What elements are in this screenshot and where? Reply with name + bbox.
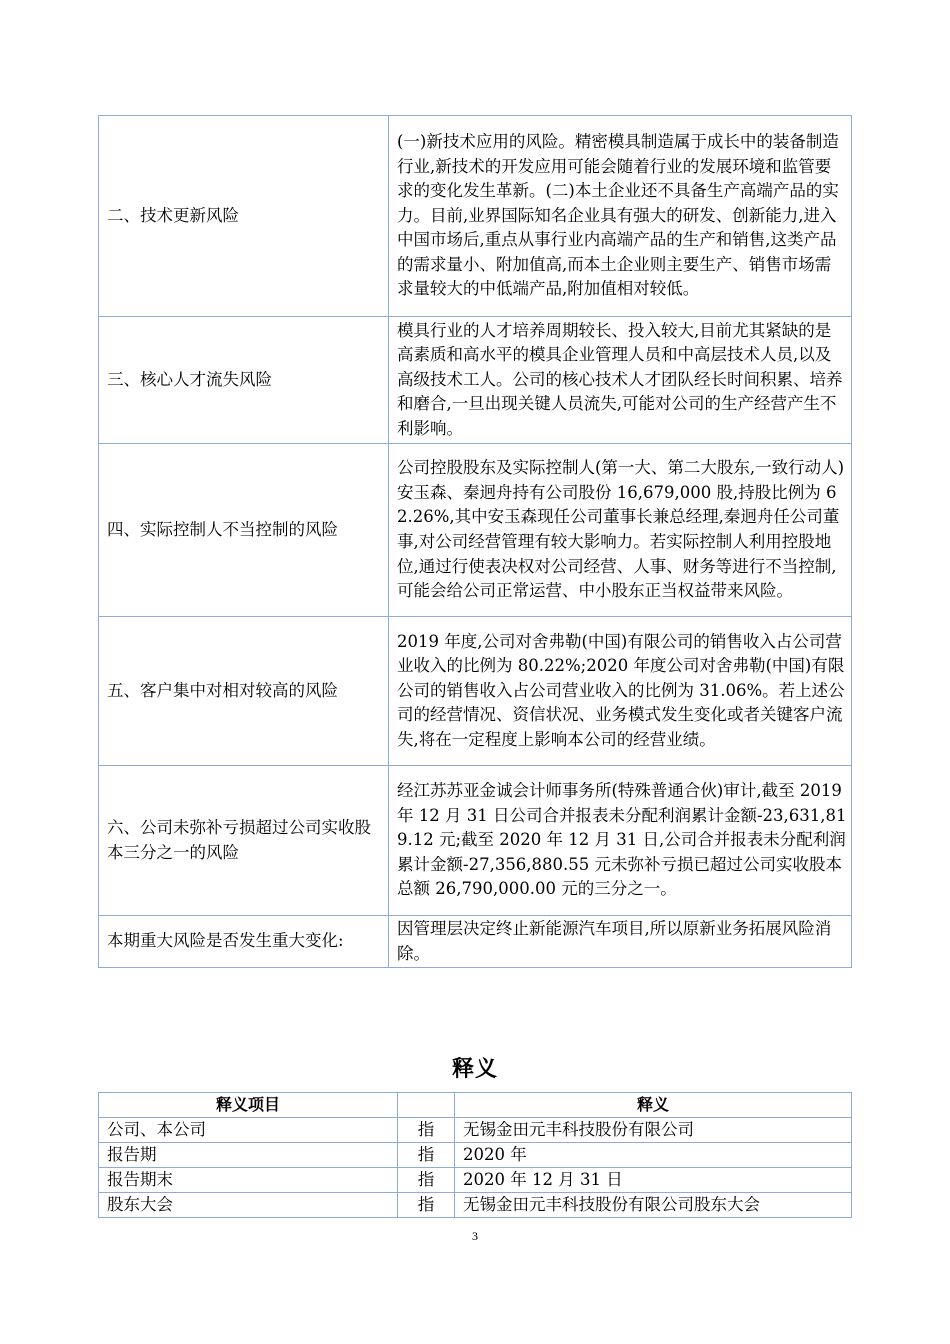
page-number: 3 bbox=[472, 1229, 478, 1243]
risk-description: 经江苏苏亚金诚会计师事务所(特殊普通合伙)审计,截至 2019 年 12 月 31 日公司合并报表未分配利润累计金额-23,631,819.12 元;截至 2020 年 12 月 31 日,公司合并报表未分配利润累计金额-27,356,880.55 元未弥补亏损已超过公司实收股本总额 26,790,000.00 元的三分之一。 bbox=[389, 766, 852, 916]
header-mid bbox=[398, 1093, 455, 1118]
risk-name: 二、技术更新风险 bbox=[99, 116, 389, 317]
risk-description: 模具行业的人才培养周期较长、投入较大,目前尤其紧缺的是高素质和高水平的模具企业管理人员和中高层技术人员,以及高级技术工人。公司的核心技术人才团队经长时间积累、培养和磨合,一旦出现关键人员流失,可能对公司的生产经营产生不利影响。 bbox=[389, 317, 852, 444]
table-row bbox=[99, 766, 852, 916]
risk-description: (一)新技术应用的风险。精密模具制造属于成长中的装备制造行业,新技术的开发应用可能会随着行业的发展环境和监管要求的变化发生革新。(二)本土企业还不具备生产高端产品的实力。目前,业界国际知名企业具有强大的研发、创新能力,进入中国市场后,重点从事行业内高端产品的生产和销售,这类产品的需求量小、附加值高,而本土企业则主要生产、销售市场需求量较大的中低端产品,附加值相对较低。 bbox=[389, 116, 852, 317]
definition-item: 公司、本公司 bbox=[99, 1118, 398, 1143]
definition-item: 报告期 bbox=[99, 1143, 398, 1168]
table-row bbox=[99, 444, 852, 617]
risk-description: 公司控股股东及实际控制人(第一大、第二大股东,一致行动人)安玉森、秦迥舟持有公司股份 16,679,000 股,持股比例为 62.26%,其中安玉森现任公司董事长兼总经理,秦迥舟任公司董事,对公司经营管理有较大影响力。若实际控制人利用控股地位,通过行使表决权对公司经营、人事、财务等进行不当控制,可能会给公司正常运营、中小股东正当权益带来风险。 bbox=[389, 444, 852, 617]
risk-name: 六、公司未弥补亏损超过公司实收股本三分之一的风险 bbox=[99, 766, 389, 916]
definitions-table bbox=[98, 1092, 852, 1218]
definition-meaning: 2020 年 bbox=[455, 1143, 852, 1168]
definition-mid: 指 bbox=[398, 1193, 455, 1218]
definitions-title: 释义 bbox=[451, 1057, 498, 1082]
header-item: 释义项目 bbox=[99, 1093, 398, 1118]
risk-change-description: 因管理层决定终止新能源汽车项目,所以原新业务拓展风险消除。 bbox=[389, 916, 852, 968]
definition-item: 报告期末 bbox=[99, 1168, 398, 1193]
table-row bbox=[99, 1143, 852, 1168]
table-row bbox=[99, 317, 852, 444]
table-row bbox=[99, 1168, 852, 1193]
definition-mid: 指 bbox=[398, 1143, 455, 1168]
header-meaning: 释义 bbox=[455, 1093, 852, 1118]
definition-mid: 指 bbox=[398, 1168, 455, 1193]
table-row bbox=[99, 916, 852, 968]
table-row bbox=[99, 1118, 852, 1143]
risk-change-label: 本期重大风险是否发生重大变化: bbox=[99, 916, 389, 968]
risk-name: 四、实际控制人不当控制的风险 bbox=[99, 444, 389, 617]
definitions-header-row bbox=[99, 1093, 852, 1118]
risk-name: 三、核心人才流失风险 bbox=[99, 317, 389, 444]
risk-table bbox=[98, 115, 852, 968]
table-row bbox=[99, 1193, 852, 1218]
table-row bbox=[99, 617, 852, 766]
definition-meaning: 无锡金田元丰科技股份有限公司股东大会 bbox=[455, 1193, 852, 1218]
definition-item: 股东大会 bbox=[99, 1193, 398, 1218]
table-row bbox=[99, 116, 852, 317]
definition-mid: 指 bbox=[398, 1118, 455, 1143]
risk-name: 五、客户集中对相对较高的风险 bbox=[99, 617, 389, 766]
risk-description: 2019 年度,公司对舍弗勒(中国)有限公司的销售收入占公司营业收入的比例为 80.22%;2020 年度公司对舍弗勒(中国)有限公司的销售收入占公司营业收入的比例为 31.06%。若上述公司的经营情况、资信状况、业务模式发生变化或者关键客户流失,将在一定程度上影响本公司的经营业绩。 bbox=[389, 617, 852, 766]
definition-meaning: 无锡金田元丰科技股份有限公司 bbox=[455, 1118, 852, 1143]
definition-meaning: 2020 年 12 月 31 日 bbox=[455, 1168, 852, 1193]
